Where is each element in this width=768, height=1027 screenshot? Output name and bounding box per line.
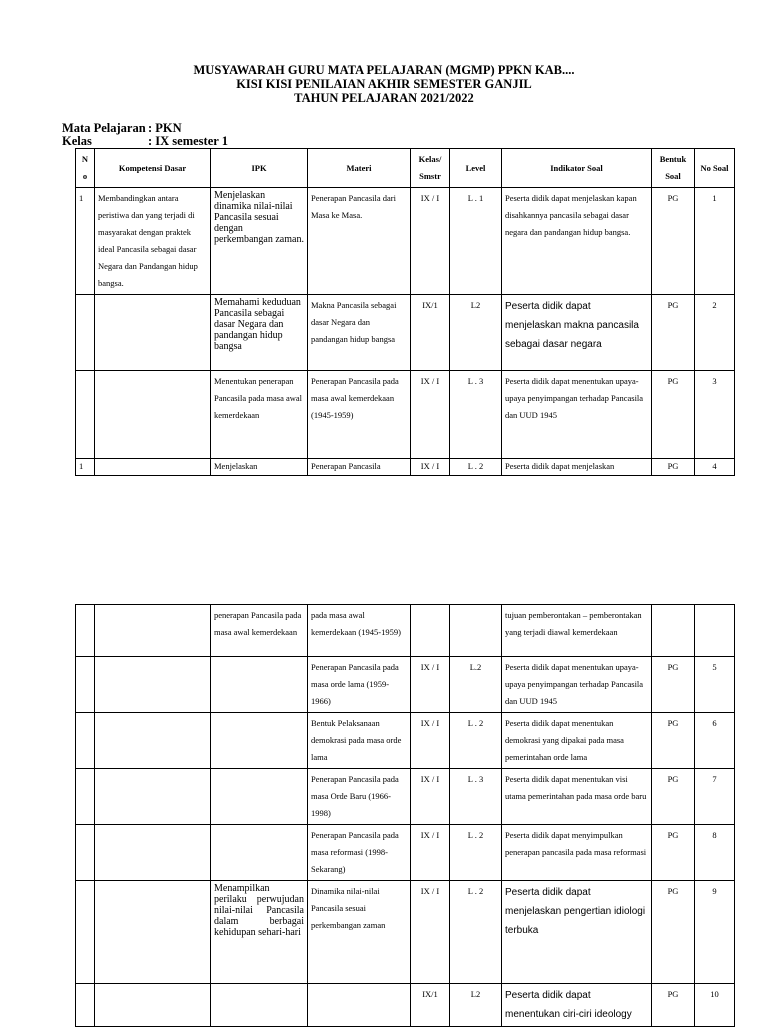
cell-bentuk: PG: [652, 295, 695, 371]
cell-bentuk: PG: [652, 881, 695, 984]
cell-indikator: Peserta didik dapat menyimpulkan penerapan pancasila pada masa reformasi: [502, 825, 652, 881]
cell-kelas: IX / I: [411, 459, 450, 476]
cell-nosoal: 3: [695, 371, 735, 459]
grid-table-page-2: [75, 604, 735, 1027]
cell-bentuk: PG: [652, 371, 695, 459]
col-header-nosoal: No Soal: [695, 149, 735, 188]
cell-ipk: Menentukan penerapan Pancasila pada masa awal kemerdekaan: [211, 371, 308, 459]
cell-kelas: IX / I: [411, 825, 450, 881]
cell-kd: [95, 769, 211, 825]
cell-ipk: [211, 825, 308, 881]
cell-bentuk: PG: [652, 825, 695, 881]
cell-kd: [95, 881, 211, 984]
table-row: [76, 657, 735, 713]
col-header-materi: Materi: [308, 149, 411, 188]
col-header-indikator: Indikator Soal: [502, 149, 652, 188]
cell-kelas: IX / I: [411, 188, 450, 295]
col-header-ipk: IPK: [211, 149, 308, 188]
table-row: [76, 825, 735, 881]
cell-level: L2: [450, 295, 502, 371]
doc-title-line-2: KISI KISI PENILAIAN AKHIR SEMESTER GANJIL: [236, 77, 532, 91]
cell-kelas: IX / I: [411, 769, 450, 825]
cell-kelas: [411, 605, 450, 657]
col-header-bentuk: Bentuk Soal: [652, 149, 695, 188]
cell-ipk: Menjelaskan: [211, 459, 308, 476]
cell-nosoal: 2: [695, 295, 735, 371]
cell-materi: Dinamika nilai-nilai Pancasila sesuai perkembangan zaman: [308, 881, 411, 984]
cell-materi: Penerapan Pancasila pada masa reformasi (1998- Sekarang): [308, 825, 411, 881]
cell-ipk: Memahami keduduan Pancasila sebagai dasar Negara dan pandangan hidup bangsa: [211, 295, 308, 371]
cell-bentuk: PG: [652, 188, 695, 295]
cell-level: L . 3: [450, 371, 502, 459]
cell-level: L . 1: [450, 188, 502, 295]
table-row: [76, 769, 735, 825]
cell-no: [76, 657, 95, 713]
col-header-kelas: Kelas/ Smstr: [411, 149, 450, 188]
cell-kelas: IX / I: [411, 881, 450, 984]
cell-materi: [308, 984, 411, 1027]
cell-no: [76, 769, 95, 825]
cell-kd: [95, 825, 211, 881]
cell-materi: Penerapan Pancasila pada masa orde lama (1959-1966): [308, 657, 411, 713]
cell-ipk: [211, 769, 308, 825]
cell-ipk: Menjelaskan dinamika nilai-nilai Pancasila sesuai dengan perkembangan zaman.: [211, 188, 308, 295]
cell-materi: Bentuk Pelaksanaan demokrasi pada masa orde lama: [308, 713, 411, 769]
cell-indikator: Peserta didik dapat menentukan demokrasi yang dipakai pada masa pemerintahan orde lama: [502, 713, 652, 769]
table-row: [76, 881, 735, 984]
class-row: [62, 135, 228, 147]
cell-nosoal: 9: [695, 881, 735, 984]
doc-title-line-3: TAHUN PELAJARAN 2021/2022: [294, 91, 474, 105]
subject-row: [62, 122, 182, 134]
cell-kelas: IX / I: [411, 657, 450, 713]
cell-no: [76, 371, 95, 459]
cell-indikator: Peserta didik dapat menjelaskan makna pancasila sebagai dasar negara: [502, 295, 652, 371]
table-row: [76, 713, 735, 769]
cell-materi: Penerapan Pancasila dari Masa ke Masa.: [308, 188, 411, 295]
cell-kd: [95, 713, 211, 769]
cell-kd: [95, 459, 211, 476]
cell-kelas: IX / I: [411, 371, 450, 459]
cell-ipk: [211, 657, 308, 713]
cell-level: L . 2: [450, 459, 502, 476]
table-row: [76, 605, 735, 657]
cell-nosoal: 7: [695, 769, 735, 825]
cell-bentuk: PG: [652, 657, 695, 713]
cell-no: [76, 605, 95, 657]
class-label: Kelas: [62, 134, 92, 148]
table-row: [76, 295, 735, 371]
cell-materi: pada masa awal kemerdekaan (1945-1959): [308, 605, 411, 657]
cell-no: 1: [76, 459, 95, 476]
cell-no: [76, 984, 95, 1027]
cell-kd: Membandingkan antara peristiwa dan yang terjadi di masyarakat dengan praktek ideal Pancasila sebagai dasar Negara dan Pandangan hidup bangsa.: [95, 188, 211, 295]
grid-table-page-1: [75, 148, 735, 476]
cell-bentuk: [652, 605, 695, 657]
table-row: [76, 459, 735, 476]
cell-indikator: Peserta didik dapat menentukan upaya- upaya penyimpangan terhadap Pancasila dan UUD 1945: [502, 371, 652, 459]
cell-materi: Penerapan Pancasila: [308, 459, 411, 476]
doc-title-line-1: MUSYAWARAH GURU MATA PELAJARAN (MGMP) PPKN KAB....: [193, 63, 575, 77]
cell-indikator: Peserta didik dapat menentukan upaya- upaya penyimpangan terhadap Pancasila dan UUD 1945: [502, 657, 652, 713]
cell-bentuk: PG: [652, 769, 695, 825]
cell-indikator: Peserta didik dapat menjelaskan: [502, 459, 652, 476]
cell-no: [76, 713, 95, 769]
cell-materi: Makna Pancasila sebagai dasar Negara dan pandangan hidup bangsa: [308, 295, 411, 371]
table-header-row: [76, 149, 735, 188]
cell-indikator: Peserta didik dapat menentukan visi utama pemerintahan pada masa orde baru: [502, 769, 652, 825]
table-row: [76, 984, 735, 1027]
cell-no: 1: [76, 188, 95, 295]
cell-nosoal: 6: [695, 713, 735, 769]
table-row: [76, 371, 735, 459]
cell-ipk: [211, 984, 308, 1027]
cell-level: [450, 605, 502, 657]
cell-no: [76, 881, 95, 984]
table-row: [76, 188, 735, 295]
cell-indikator: Peserta didik dapat menjelaskan pengertian idiologi terbuka: [502, 881, 652, 984]
cell-kd: [95, 295, 211, 371]
cell-no: [76, 825, 95, 881]
cell-nosoal: 10: [695, 984, 735, 1027]
cell-nosoal: 5: [695, 657, 735, 713]
cell-ipk: penerapan Pancasila pada masa awal kemerdekaan: [211, 605, 308, 657]
cell-indikator: Peserta didik dapat menentukan ciri-ciri ideology: [502, 984, 652, 1027]
col-header-level: Level: [450, 149, 502, 188]
cell-materi: Penerapan Pancasila pada masa awal kemerdekaan (1945-1959): [308, 371, 411, 459]
cell-nosoal: [695, 605, 735, 657]
subject-value: : PKN: [148, 121, 182, 135]
cell-kelas: IX/1: [411, 984, 450, 1027]
cell-kelas: IX/1: [411, 295, 450, 371]
cell-level: L . 3: [450, 769, 502, 825]
cell-level: L . 2: [450, 825, 502, 881]
cell-level: L . 2: [450, 713, 502, 769]
cell-bentuk: PG: [652, 459, 695, 476]
cell-level: L2: [450, 984, 502, 1027]
cell-level: L . 2: [450, 881, 502, 984]
subject-label: Mata Pelajaran: [62, 121, 146, 135]
cell-no: [76, 295, 95, 371]
cell-materi: Penerapan Pancasila pada masa Orde Baru (1966-1998): [308, 769, 411, 825]
class-value: : IX semester 1: [148, 134, 228, 148]
cell-indikator: Peserta didik dapat menjelaskan kapan disahkannya pancasila sebagai dasar negara dan pandangan hidup bangsa.: [502, 188, 652, 295]
cell-kd: [95, 371, 211, 459]
cell-kd: [95, 984, 211, 1027]
cell-kd: [95, 657, 211, 713]
cell-nosoal: 1: [695, 188, 735, 295]
col-header-no: N o: [76, 149, 95, 188]
cell-bentuk: PG: [652, 713, 695, 769]
cell-ipk: Menampilkan perilaku perwujudan nilai-nilai Pancasila dalam berbagai kehidupan sehari-hari: [211, 881, 308, 984]
cell-ipk: [211, 713, 308, 769]
cell-level: L.2: [450, 657, 502, 713]
cell-bentuk: PG: [652, 984, 695, 1027]
cell-kelas: IX / I: [411, 713, 450, 769]
col-header-kd: Kompetensi Dasar: [95, 149, 211, 188]
cell-nosoal: 8: [695, 825, 735, 881]
cell-nosoal: 4: [695, 459, 735, 476]
cell-indikator: tujuan pemberontakan – pemberontakan yang terjadi diawal kemerdekaan: [502, 605, 652, 657]
cell-kd: [95, 605, 211, 657]
